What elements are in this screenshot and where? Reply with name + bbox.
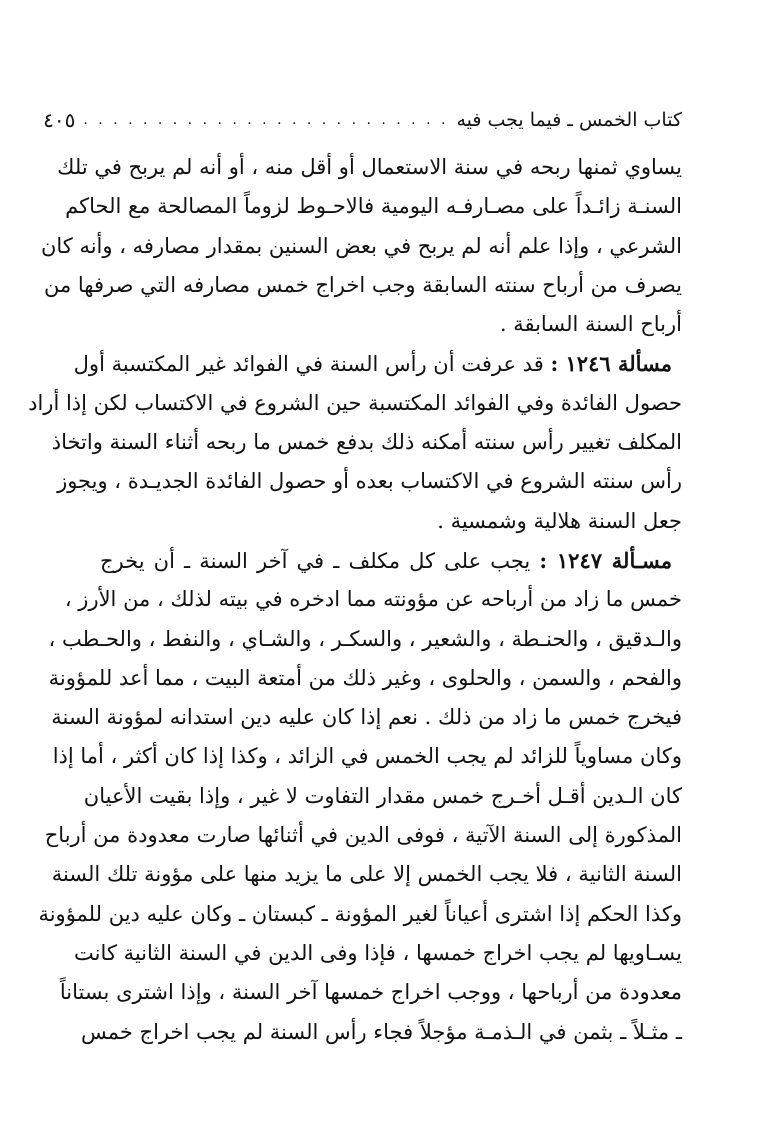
text-line: رأس سنته الشروع في الاكتساب بعده أو حصول الفائدة الجديـدة ، ويجوز [57, 469, 682, 494]
text-line: جعل السنة هلالية وشمسية . [437, 508, 682, 533]
page-body-text [28, 148, 682, 1052]
text-line: وكان مساوياً للزائد لم يجب الخمس في الزائد ، وكذا إذا كان أكثر ، أما إذا [52, 744, 682, 769]
issue-heading-line [73, 344, 682, 383]
issue-text: قد عرفت أن رأس السنة في الفوائد غير المكتسبة أول [73, 352, 544, 377]
text-line: والـدقيق ، والحنـطة ، والشعير ، والسكـر ، والشـاي ، والنفط ، والحـطب ، [48, 626, 682, 651]
text-line: الشرعي ، وإذا علم أنه لم يربح في بعض السنين بمقدار مصارفه ، وأنه كان [40, 233, 682, 258]
header-title: كتاب الخمس ـ فيما يجب فيه [456, 109, 682, 131]
text-line: كان الـدين أقـل أخـرج خمس مقدار التفاوت لا غير ، وإذا بقيت الأعيان [83, 783, 682, 808]
text-line: خمس ما زاد من أرباحه عن مؤونته مما ادخره في بيته لذلك ، من الأرز ، [64, 587, 682, 612]
issue-number-label: مسـألة ١٢٤٧ : [539, 547, 672, 573]
text-line: أرباح السنة السابقة . [499, 312, 682, 337]
issue-text: يجب على كل مكلف ـ في آخر السنة ـ أن يخرج [100, 548, 531, 573]
header-leader-dots: . . . . . . . . . . . . . . . . . . . . . . . . . [83, 112, 449, 128]
text-line: ـ مثـلاً ـ بثمن في الـذمـة مؤجلاً فجاء رأس السنة لم يجب اخراج خمس [80, 1019, 682, 1044]
text-line: فيخرج خمس ما زاد من ذلك . نعم إذا كان عليه دين استدانه لمؤونة السنة [51, 705, 682, 730]
text-line: يساوي ثمنها ربحه في سنة الاستعمال أو أقل منه ، أو أنه لم يربح في تلك [57, 155, 682, 179]
page-number: ٤٠٥ [43, 108, 76, 132]
text-line: السنة الثانية ، فلا يجب الخمس إلا على ما يزيد منها على مؤونة تلك السنة [51, 862, 682, 887]
text-line: والفحم ، والسمن ، والحلوى ، وغير ذلك من أمتعة البيت ، مما أعد للمؤونة [48, 665, 682, 690]
text-line: السنـة زائـداً على مصـارفـه اليومية فالاحـوط لزوماً المصالحة مع الحاكم [65, 194, 682, 219]
text-line: حصول الفائدة وفي الفوائد المكتسبة حين الشروع في الاكتساب لكن إذا أراد [28, 390, 682, 415]
running-header [43, 102, 682, 138]
text-line: يصرف من أرباح سنته السابقة وجب اخراج خمس مصارفه التي صرفها من [43, 272, 682, 297]
text-line: المكلف تغيير رأس سنته أمكنه ذلك بدفع خمس ما ربحه أثناء السنة واتخاذ [51, 430, 682, 455]
text-line: وكذا الحكم إذا اشترى أعياناً لغير المؤونة ـ كبستان ـ وكان عليه دين للمؤونة [38, 901, 682, 926]
issue-heading-line [100, 541, 682, 580]
text-line: المذكورة إلى السنة الآتية ، فوفى الدين في أثنائها صارت معدودة من أرباح [44, 823, 682, 848]
text-line: يسـاويها لم يجب اخراج خمسها ، فإذا وفى الدين في السنة الثانية كانت [74, 940, 682, 965]
issue-number-label: مسألة ١٢٤٦ : [550, 351, 672, 377]
text-line: معدودة من أرباحها ، ووجب اخراج خمسها آخر السنة ، وإذا اشترى بستاناً [59, 980, 682, 1005]
